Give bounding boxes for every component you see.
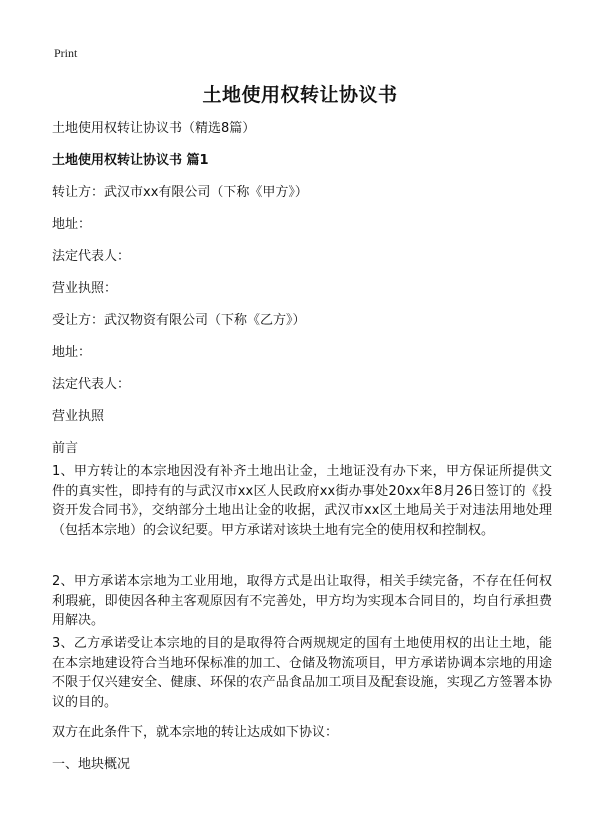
transferee-line: 受让方：武汉物资有限公司（下称《乙方》） — [52, 313, 306, 328]
chapter-heading-1: 一、地块概况 — [52, 757, 131, 772]
clause-2-paragraph: 2、甲方承诺本宗地为工业用地，取得方式是出让取得，相关手续完备，不存在任何权利瑕疵，即使因各种主客观原因有不完善处，甲方均为实现本合同目的，均自行承担费用解决。 — [52, 574, 552, 628]
transferee-license: 营业执照 — [52, 409, 105, 424]
print-label: Print — [54, 46, 78, 60]
transferee-address: 地址： — [52, 345, 92, 360]
transferor-license: 营业执照： — [52, 281, 118, 296]
transferee-legal-rep: 法定代表人： — [52, 377, 131, 392]
clause-1-paragraph: 1、甲方转让的本宗地因没有补齐土地出让金，土地证没有办下来，甲方保证所提供文件的真实性，即持有的与武汉市xx区人民政府xx街办事处20xx年8月26日签订的《投资开发合同书》，交纳部分土地出让金的收据，武汉市xx区土地局关于对违法用地处理（包括本宗地）的会议纪要。甲方承诺对该块土地有完全的使用权和控制权。 — [52, 464, 553, 538]
transferor-address: 地址： — [52, 217, 92, 232]
document-title: 土地使用权转让协议书 — [202, 84, 398, 106]
transferor-legal-rep: 法定代表人： — [52, 249, 131, 264]
preface-heading: 前言 — [52, 441, 79, 456]
agreement-intro: 双方在此条件下，就本宗地的转让达成如下协议： — [52, 725, 339, 740]
clause-3-paragraph: 3、乙方承诺受让本宗地的目的是取得符合两规规定的国有土地使用权的出让土地，能在本宗地建设符合当地环保标准的加工、仓储及物流项目，甲方承诺协调本宗地的用途不限于仅兴建安全、健康、环保的农产品食品加工项目及配套设施，实现乙方签署本协议的目的。 — [52, 636, 552, 710]
transferor-line: 转让方：武汉市xx有限公司（下称《甲方》） — [52, 185, 308, 200]
section-heading: 土地使用权转让协议书 篇1 — [52, 153, 209, 168]
document-subtitle: 土地使用权转让协议书（精选8篇） — [52, 121, 256, 136]
